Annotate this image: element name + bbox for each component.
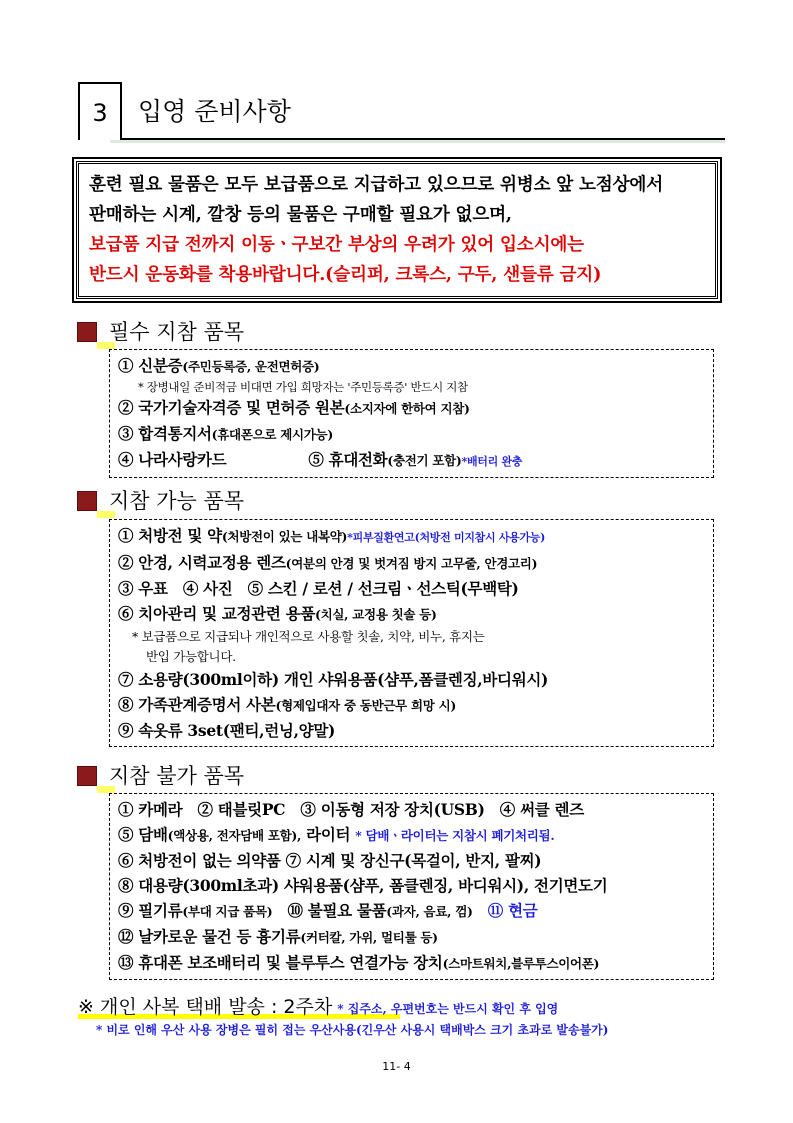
category-title: 지참 불가 품목: [109, 764, 245, 788]
item-detail: (소지자에 한하여 지참): [344, 401, 470, 416]
section-divider: [120, 82, 122, 140]
list-item: [118, 523, 705, 550]
item-label: ⑫ 날카로운 물건 등 흉기류: [118, 927, 301, 946]
list-item: [118, 924, 705, 950]
category-title: 지참 가능 품목: [109, 489, 245, 513]
item-note: * 담배ㆍ라이터는 지참시 폐기처리됨.: [355, 828, 555, 843]
list-item: ⑧ 대용량(300ml초과) 샤워용품(샴푸, 폼클렌징, 바디워시), 전기면도기: [118, 876, 608, 895]
item-label: ⑥ 치아관리 및 교정관련 용품: [118, 604, 315, 623]
list-item: [118, 950, 705, 976]
item-note: *배터리 완충: [461, 455, 523, 468]
item-label: ④ 나라사랑카드: [118, 450, 227, 469]
list-item: [118, 550, 705, 576]
item-label: ① 신분증: [118, 356, 183, 375]
item-label: 라이터: [301, 825, 356, 844]
list-item: ① 카메라 ② 태블릿PC ③ 이동형 저장 장치(USB) ④ 써클 렌즈: [118, 800, 584, 819]
page-number: 11- 4: [382, 1060, 411, 1073]
item-detail: (처방전이 있는 내복약): [221, 529, 348, 544]
item-note: * 장병내일 준비적금 비대면 가입 희망자는 '주민등록증' 반드시 지참: [138, 380, 468, 394]
list-item: [118, 353, 705, 379]
item-detail: (액상용, 전자담배 포함),: [167, 828, 302, 843]
list-item: [118, 421, 705, 447]
item-label: ③ 합격통지서: [118, 424, 212, 443]
item-note: *피부질환연고(처방전 미지참시 사용가능): [347, 531, 546, 544]
section-number: 3: [78, 82, 120, 140]
square-bullet-icon: [77, 491, 97, 511]
item-detail: (여분의 안경 및 벗겨짐 방지 고무줄, 안경고리): [285, 556, 538, 571]
notice-line-2: 판매하는 시계, 깔창 등의 물품은 구매할 필요가 없으며,: [89, 204, 512, 225]
notice-box: [76, 161, 718, 299]
list-item: [118, 601, 705, 627]
item-detail: (충전기 포함): [387, 453, 462, 468]
item-detail: (과자, 음료, 껌): [386, 904, 473, 919]
allowed-items-box: [109, 519, 714, 747]
section-title: 입영 준비사항: [138, 97, 291, 126]
list-item: ⑨ 속옷류 3set(팬티,런닝,양말): [118, 721, 336, 740]
item-detail: (주민등록증, 운전면허증): [182, 359, 320, 374]
item-detail: (커터칼, 가위, 멀티툴 등): [300, 930, 438, 945]
item-label: ⑧ 가족관계증명서 사본: [118, 695, 276, 714]
item-detail: (치실, 교정용 칫솔 등): [315, 607, 437, 622]
section-header: [78, 82, 725, 140]
section-rule-shadow: [110, 140, 725, 143]
list-item: [118, 395, 705, 421]
item-detail: (휴대폰으로 제시가능): [211, 427, 333, 442]
list-item: [118, 898, 705, 924]
item-label: ⑪ 현금: [487, 901, 538, 920]
item-note: * 보급품으로 지급되나 개인적으로 사용할 칫솔, 치약, 비누, 휴지는: [132, 629, 485, 644]
notice-line-4: 반드시 운동화를 착용바랍니다.(슬리퍼, 크록스, 구두, 샌들류 금지): [89, 264, 602, 285]
notice-line-3: 보급품 지급 전까지 이동ㆍ구보간 부상의 우려가 있어 입소시에는: [89, 234, 584, 255]
delivery-note: [78, 992, 558, 1019]
list-item: [118, 447, 705, 474]
item-label: ② 안경, 시력교정용 렌즈: [118, 553, 286, 572]
item-detail: (부대 지급 품목): [182, 904, 273, 919]
item-label: ⑨ 필기류: [118, 901, 183, 920]
item-label: ② 국가기술자격증 및 면허증 원본: [118, 398, 345, 417]
required-items-box: [109, 349, 714, 478]
list-item: ⑦ 소용량(300ml이하) 개인 샤워용품(샴푸,폼클렌징,바디워시): [118, 670, 549, 689]
item-detail: (스마트워치,블루투스이어폰): [442, 956, 600, 971]
category-title: 필수 지참 품목: [109, 320, 245, 344]
notice-line-1: 훈련 필요 물품은 모두 보급품으로 지급하고 있으므로 위병소 앞 노점상에서: [89, 174, 663, 195]
item-label: ⑩ 불필요 물품: [287, 901, 387, 920]
list-item: ③ 우표 ④ 사진 ⑤ 스킨 / 로션 / 선크림ㆍ선스틱(무백탁): [118, 579, 519, 598]
list-item: [118, 692, 705, 718]
list-item: [118, 822, 705, 848]
forbidden-items-box: [109, 793, 714, 980]
item-label: ① 처방전 및 약: [118, 526, 222, 545]
list-item: ⑥ 처방전이 없는 의약품 ⑦ 시계 및 장신구(목걸이, 반지, 팔찌): [118, 851, 542, 870]
item-note: 반입 가능합니다.: [146, 649, 236, 664]
delivery-title: ※ 개인 사복 택배 발송 : 2주차: [78, 996, 333, 1018]
square-bullet-icon: [77, 766, 97, 786]
item-label: ⑤ 담배: [118, 825, 168, 844]
item-label: ⑬ 휴대폰 보조배터리 및 블루투스 연결가능 장치: [118, 953, 443, 972]
square-bullet-icon: [77, 322, 97, 342]
umbrella-note: * 비로 인해 우산 사용 장병은 필히 접는 우산사용(긴우산 사용시 택배박스 크기 초과로 발송불가): [96, 1023, 609, 1037]
item-label: ⑤ 휴대전화: [308, 450, 388, 469]
item-detail: (형제입대자 중 동반근무 희망 시): [275, 698, 456, 713]
delivery-detail: * 집주소, 우편번호는 반드시 확인 후 입영: [337, 1002, 559, 1016]
